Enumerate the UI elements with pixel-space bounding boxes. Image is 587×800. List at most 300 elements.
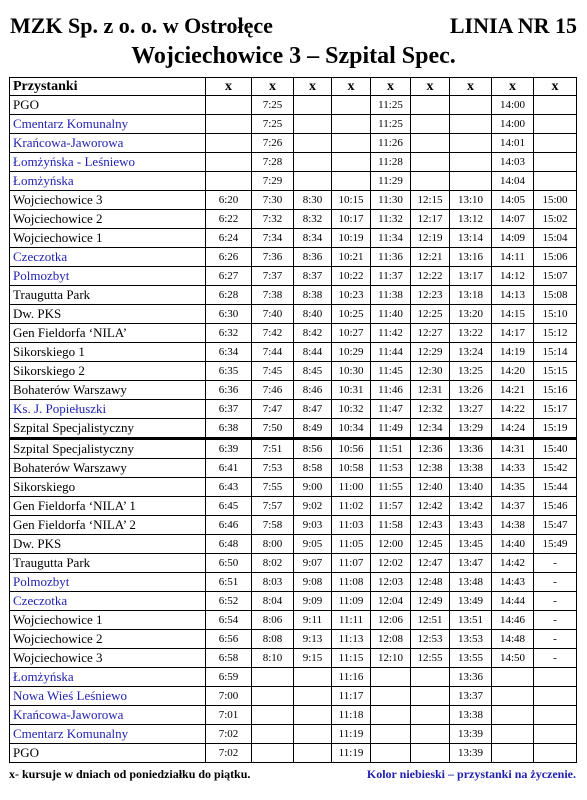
departure-time: 11:32 bbox=[371, 210, 411, 229]
stop-name: Traugutta Park bbox=[10, 554, 206, 573]
stop-name: Sikorskiego 1 bbox=[10, 343, 206, 362]
departure-time: 14:40 bbox=[492, 535, 534, 554]
departure-time: 12:45 bbox=[411, 535, 450, 554]
table-row bbox=[10, 286, 577, 305]
departure-time bbox=[411, 172, 450, 191]
departure-time: 6:59 bbox=[206, 668, 252, 687]
departure-time: 14:46 bbox=[492, 611, 534, 630]
timetable-body bbox=[10, 96, 577, 763]
departure-time: 13:39 bbox=[450, 725, 492, 744]
departure-time: 15:07 bbox=[534, 267, 577, 286]
stop-name: Krańcowa-Jaworowa bbox=[10, 706, 206, 725]
stop-name: Wojciechowice 2 bbox=[10, 210, 206, 229]
departure-time: 7:46 bbox=[252, 381, 294, 400]
departure-time: 13:38 bbox=[450, 459, 492, 478]
departure-time: 10:19 bbox=[332, 229, 371, 248]
departure-time: 8:45 bbox=[294, 362, 332, 381]
departure-time: 13:38 bbox=[450, 706, 492, 725]
departure-time: 9:15 bbox=[294, 649, 332, 668]
departure-time: 12:34 bbox=[411, 419, 450, 439]
departure-time: 11:13 bbox=[332, 630, 371, 649]
table-row bbox=[10, 153, 577, 172]
departure-time: 11:58 bbox=[371, 516, 411, 535]
table-row bbox=[10, 535, 577, 554]
course-column-header: x bbox=[332, 78, 371, 96]
departure-time bbox=[450, 172, 492, 191]
departure-time bbox=[294, 115, 332, 134]
departure-time bbox=[411, 687, 450, 706]
departure-time: 7:47 bbox=[252, 400, 294, 419]
departure-time: 14:22 bbox=[492, 400, 534, 419]
departure-time: 12:29 bbox=[411, 343, 450, 362]
departure-time bbox=[371, 706, 411, 725]
departure-time: 12:47 bbox=[411, 554, 450, 573]
departure-time: 7:29 bbox=[252, 172, 294, 191]
departure-time bbox=[411, 153, 450, 172]
table-row bbox=[10, 267, 577, 286]
departure-time: 12:38 bbox=[411, 459, 450, 478]
departure-time: 11:36 bbox=[371, 248, 411, 267]
departure-time: 13:55 bbox=[450, 649, 492, 668]
timetable bbox=[9, 77, 577, 763]
departure-time: 11:42 bbox=[371, 324, 411, 343]
table-row bbox=[10, 744, 577, 763]
departure-time: 13:40 bbox=[450, 478, 492, 497]
departure-time bbox=[492, 687, 534, 706]
departure-time: 13:36 bbox=[450, 668, 492, 687]
departure-time: 6:36 bbox=[206, 381, 252, 400]
departure-time: 6:37 bbox=[206, 400, 252, 419]
departure-time: 12:06 bbox=[371, 611, 411, 630]
table-row bbox=[10, 554, 577, 573]
course-column-header: x bbox=[252, 78, 294, 96]
departure-time bbox=[294, 134, 332, 153]
departure-time: 12:42 bbox=[411, 497, 450, 516]
departure-time: 13:25 bbox=[450, 362, 492, 381]
stop-name: Wojciechowice 1 bbox=[10, 611, 206, 630]
departure-time bbox=[252, 706, 294, 725]
departure-time bbox=[492, 668, 534, 687]
departure-time: - bbox=[534, 649, 577, 668]
departure-time: 12:10 bbox=[371, 649, 411, 668]
departure-time: 15:47 bbox=[534, 516, 577, 535]
departure-time: 14:01 bbox=[492, 134, 534, 153]
departure-time: 9:05 bbox=[294, 535, 332, 554]
departure-time: 13:48 bbox=[450, 573, 492, 592]
departure-time: 12:36 bbox=[411, 439, 450, 459]
departure-time bbox=[252, 687, 294, 706]
departure-time: 11:19 bbox=[332, 744, 371, 763]
departure-time bbox=[534, 668, 577, 687]
departure-time: 11:25 bbox=[371, 96, 411, 115]
departure-time: - bbox=[534, 630, 577, 649]
departure-time: 10:58 bbox=[332, 459, 371, 478]
departure-time: 14:48 bbox=[492, 630, 534, 649]
departure-time: - bbox=[534, 554, 577, 573]
departure-time bbox=[450, 153, 492, 172]
stop-name: Bohaterów Warszawy bbox=[10, 381, 206, 400]
departure-time: 6:45 bbox=[206, 497, 252, 516]
departure-time: 13:18 bbox=[450, 286, 492, 305]
table-row bbox=[10, 649, 577, 668]
departure-time bbox=[294, 687, 332, 706]
stop-name: Łomżyńska bbox=[10, 668, 206, 687]
departure-time: 8:32 bbox=[294, 210, 332, 229]
departure-time: 12:27 bbox=[411, 324, 450, 343]
departure-time: 8:38 bbox=[294, 286, 332, 305]
table-row bbox=[10, 343, 577, 362]
stop-name: PGO bbox=[10, 744, 206, 763]
departure-time: 14:07 bbox=[492, 210, 534, 229]
departure-time: 14:24 bbox=[492, 419, 534, 439]
stop-name: Łomżyńska - Leśniewo bbox=[10, 153, 206, 172]
departure-time bbox=[534, 115, 577, 134]
stop-name: Polmozbyt bbox=[10, 267, 206, 286]
departure-time: 6:28 bbox=[206, 286, 252, 305]
departure-time: 13:22 bbox=[450, 324, 492, 343]
departure-time bbox=[534, 96, 577, 115]
departure-time: 15:19 bbox=[534, 419, 577, 439]
legend-on-request: Kolor niebieski – przystanki na życzenie. bbox=[366, 767, 576, 781]
departure-time: 9:13 bbox=[294, 630, 332, 649]
departure-time: 11:00 bbox=[332, 478, 371, 497]
departure-time: 15:10 bbox=[534, 305, 577, 324]
departure-time bbox=[411, 115, 450, 134]
departure-time: 8:10 bbox=[252, 649, 294, 668]
departure-time: 11:40 bbox=[371, 305, 411, 324]
departure-time: 6:58 bbox=[206, 649, 252, 668]
stop-name: Czeczotka bbox=[10, 592, 206, 611]
departure-time bbox=[294, 172, 332, 191]
departure-time: 12:48 bbox=[411, 573, 450, 592]
departure-time bbox=[206, 115, 252, 134]
departure-time: 15:12 bbox=[534, 324, 577, 343]
departure-time bbox=[206, 134, 252, 153]
departure-time: 10:56 bbox=[332, 439, 371, 459]
departure-time bbox=[294, 96, 332, 115]
departure-time: 6:48 bbox=[206, 535, 252, 554]
departure-time: 6:41 bbox=[206, 459, 252, 478]
stop-name: Ks. J. Popiełuszki bbox=[10, 400, 206, 419]
legend-weekday: x- kursuje w dniach od poniedziałku do piątku. bbox=[9, 767, 251, 781]
stops-column-header: Przystanki bbox=[10, 78, 206, 96]
departure-time: 12:02 bbox=[371, 554, 411, 573]
departure-time: 8:46 bbox=[294, 381, 332, 400]
departure-time: 7:37 bbox=[252, 267, 294, 286]
departure-time: 8:06 bbox=[252, 611, 294, 630]
timetable-header bbox=[0, 0, 587, 74]
departure-time: 11:30 bbox=[371, 191, 411, 210]
departure-time: 9:02 bbox=[294, 497, 332, 516]
departure-time: 15:08 bbox=[534, 286, 577, 305]
departure-time: 6:34 bbox=[206, 343, 252, 362]
departure-time: 14:19 bbox=[492, 343, 534, 362]
departure-time: 7:55 bbox=[252, 478, 294, 497]
departure-time: 7:01 bbox=[206, 706, 252, 725]
departure-time: 8:44 bbox=[294, 343, 332, 362]
departure-time: 8:42 bbox=[294, 324, 332, 343]
departure-time bbox=[411, 744, 450, 763]
departure-time: 7:32 bbox=[252, 210, 294, 229]
departure-time: 14:05 bbox=[492, 191, 534, 210]
departure-time: 8:34 bbox=[294, 229, 332, 248]
departure-time: 13:27 bbox=[450, 400, 492, 419]
departure-time: 13:20 bbox=[450, 305, 492, 324]
table-row bbox=[10, 362, 577, 381]
departure-time: 6:24 bbox=[206, 229, 252, 248]
table-row bbox=[10, 324, 577, 343]
table-row bbox=[10, 400, 577, 419]
stop-name: Czeczotka bbox=[10, 248, 206, 267]
table-row bbox=[10, 478, 577, 497]
departure-time: 13:16 bbox=[450, 248, 492, 267]
departure-time: 12:03 bbox=[371, 573, 411, 592]
departure-time: 6:27 bbox=[206, 267, 252, 286]
departure-time: 10:27 bbox=[332, 324, 371, 343]
departure-time bbox=[411, 96, 450, 115]
departure-time: 9:11 bbox=[294, 611, 332, 630]
departure-time: 8:40 bbox=[294, 305, 332, 324]
departure-time: 14:50 bbox=[492, 649, 534, 668]
departure-time: 11:44 bbox=[371, 343, 411, 362]
departure-time: 12:17 bbox=[411, 210, 450, 229]
departure-time: 11:26 bbox=[371, 134, 411, 153]
departure-time: 7:40 bbox=[252, 305, 294, 324]
course-column-header: x bbox=[294, 78, 332, 96]
table-row bbox=[10, 305, 577, 324]
departure-time: 14:38 bbox=[492, 516, 534, 535]
departure-time: 9:03 bbox=[294, 516, 332, 535]
departure-time: - bbox=[534, 611, 577, 630]
departure-time: 10:30 bbox=[332, 362, 371, 381]
departure-time bbox=[411, 668, 450, 687]
table-row bbox=[10, 134, 577, 153]
table-row bbox=[10, 573, 577, 592]
departure-time: 12:25 bbox=[411, 305, 450, 324]
departure-time: 11:07 bbox=[332, 554, 371, 573]
departure-time: 13:45 bbox=[450, 535, 492, 554]
departure-time: 15:02 bbox=[534, 210, 577, 229]
departure-time: 15:40 bbox=[534, 439, 577, 459]
departure-time: 14:42 bbox=[492, 554, 534, 573]
departure-time: 8:49 bbox=[294, 419, 332, 439]
departure-time: 11:05 bbox=[332, 535, 371, 554]
departure-time: 13:53 bbox=[450, 630, 492, 649]
departure-time: 15:06 bbox=[534, 248, 577, 267]
table-row bbox=[10, 497, 577, 516]
departure-time: 14:31 bbox=[492, 439, 534, 459]
departure-time: 11:15 bbox=[332, 649, 371, 668]
table-row bbox=[10, 210, 577, 229]
departure-time: 8:03 bbox=[252, 573, 294, 592]
departure-time: 6:39 bbox=[206, 439, 252, 459]
departure-time bbox=[371, 725, 411, 744]
stop-name: Wojciechowice 2 bbox=[10, 630, 206, 649]
company-name: MZK Sp. z o. o. w Ostrołęce bbox=[10, 13, 273, 38]
table-row bbox=[10, 592, 577, 611]
departure-time bbox=[371, 687, 411, 706]
departure-time: 13:10 bbox=[450, 191, 492, 210]
departure-time: 11:29 bbox=[371, 172, 411, 191]
departure-time bbox=[411, 706, 450, 725]
table-row bbox=[10, 459, 577, 478]
departure-time: 9:07 bbox=[294, 554, 332, 573]
departure-time: 7:57 bbox=[252, 497, 294, 516]
stop-name: Sikorskiego bbox=[10, 478, 206, 497]
departure-time: 14:33 bbox=[492, 459, 534, 478]
departure-time: 12:40 bbox=[411, 478, 450, 497]
departure-time: 7:36 bbox=[252, 248, 294, 267]
departure-time: 13:29 bbox=[450, 419, 492, 439]
departure-time: 15:44 bbox=[534, 478, 577, 497]
departure-time: 11:16 bbox=[332, 668, 371, 687]
departure-time: 7:28 bbox=[252, 153, 294, 172]
departure-time: 14:15 bbox=[492, 305, 534, 324]
departure-time: 7:38 bbox=[252, 286, 294, 305]
departure-time: 13:17 bbox=[450, 267, 492, 286]
table-row bbox=[10, 516, 577, 535]
departure-time: 12:51 bbox=[411, 611, 450, 630]
departure-time: 14:00 bbox=[492, 96, 534, 115]
departure-time: 14:20 bbox=[492, 362, 534, 381]
stop-name: Bohaterów Warszawy bbox=[10, 459, 206, 478]
departure-time: 15:49 bbox=[534, 535, 577, 554]
departure-time: 12:23 bbox=[411, 286, 450, 305]
departure-time: 14:03 bbox=[492, 153, 534, 172]
departure-time bbox=[206, 172, 252, 191]
table-row bbox=[10, 96, 577, 115]
departure-time bbox=[252, 744, 294, 763]
departure-time: 8:08 bbox=[252, 630, 294, 649]
departure-time: 7:53 bbox=[252, 459, 294, 478]
departure-time: 14:21 bbox=[492, 381, 534, 400]
departure-time bbox=[411, 725, 450, 744]
departure-time: 11:37 bbox=[371, 267, 411, 286]
departure-time: 6:20 bbox=[206, 191, 252, 210]
departure-time bbox=[411, 134, 450, 153]
departure-time: 6:26 bbox=[206, 248, 252, 267]
departure-time bbox=[534, 687, 577, 706]
departure-time: 6:56 bbox=[206, 630, 252, 649]
departure-time: 10:29 bbox=[332, 343, 371, 362]
timetable-header-row bbox=[10, 78, 577, 96]
departure-time: 13:42 bbox=[450, 497, 492, 516]
departure-time bbox=[371, 668, 411, 687]
departure-time: 14:11 bbox=[492, 248, 534, 267]
departure-time bbox=[332, 172, 371, 191]
departure-time: 11:18 bbox=[332, 706, 371, 725]
departure-time: 11:11 bbox=[332, 611, 371, 630]
departure-time: 12:21 bbox=[411, 248, 450, 267]
stop-name: Traugutta Park bbox=[10, 286, 206, 305]
departure-time: 13:12 bbox=[450, 210, 492, 229]
departure-time: 12:30 bbox=[411, 362, 450, 381]
departure-time: 12:19 bbox=[411, 229, 450, 248]
table-row bbox=[10, 439, 577, 459]
departure-time: 11:49 bbox=[371, 419, 411, 439]
departure-time: 13:43 bbox=[450, 516, 492, 535]
departure-time: 8:04 bbox=[252, 592, 294, 611]
departure-time: 15:14 bbox=[534, 343, 577, 362]
departure-time: 6:43 bbox=[206, 478, 252, 497]
departure-time bbox=[332, 134, 371, 153]
departure-time: 11:08 bbox=[332, 573, 371, 592]
departure-time: 14:17 bbox=[492, 324, 534, 343]
departure-time: 6:38 bbox=[206, 419, 252, 439]
departure-time: 14:13 bbox=[492, 286, 534, 305]
departure-time bbox=[450, 115, 492, 134]
table-row bbox=[10, 668, 577, 687]
departure-time bbox=[294, 744, 332, 763]
departure-time: 10:23 bbox=[332, 286, 371, 305]
table-row bbox=[10, 172, 577, 191]
table-row bbox=[10, 248, 577, 267]
table-row bbox=[10, 115, 577, 134]
departure-time bbox=[332, 96, 371, 115]
stop-name: Szpital Specjalistyczny bbox=[10, 439, 206, 459]
stop-name: Gen Fieldorfa ‘NILA’ 2 bbox=[10, 516, 206, 535]
table-row bbox=[10, 191, 577, 210]
departure-time: 15:04 bbox=[534, 229, 577, 248]
departure-time: - bbox=[534, 592, 577, 611]
departure-time: 11:25 bbox=[371, 115, 411, 134]
departure-time: 14:35 bbox=[492, 478, 534, 497]
departure-time: 11:47 bbox=[371, 400, 411, 419]
stop-name: Dw. PKS bbox=[10, 305, 206, 324]
departure-time bbox=[252, 668, 294, 687]
departure-time: 10:17 bbox=[332, 210, 371, 229]
departure-time: 14:44 bbox=[492, 592, 534, 611]
departure-time: 9:00 bbox=[294, 478, 332, 497]
departure-time: 7:25 bbox=[252, 96, 294, 115]
departure-time bbox=[534, 134, 577, 153]
departure-time: 14:00 bbox=[492, 115, 534, 134]
departure-time: 10:21 bbox=[332, 248, 371, 267]
departure-time: 13:51 bbox=[450, 611, 492, 630]
table-row bbox=[10, 381, 577, 400]
stop-name: PGO bbox=[10, 96, 206, 115]
stop-name: Cmentarz Komunalny bbox=[10, 115, 206, 134]
departure-time: 12:22 bbox=[411, 267, 450, 286]
stop-name: Wojciechowice 1 bbox=[10, 229, 206, 248]
departure-time: 13:47 bbox=[450, 554, 492, 573]
departure-time: 15:15 bbox=[534, 362, 577, 381]
departure-time bbox=[450, 96, 492, 115]
departure-time: 12:00 bbox=[371, 535, 411, 554]
departure-time: 7:30 bbox=[252, 191, 294, 210]
departure-time: 12:32 bbox=[411, 400, 450, 419]
course-column-header: x bbox=[411, 78, 450, 96]
stop-name: Gen Fieldorfa ‘NILA’ bbox=[10, 324, 206, 343]
line-number: LINIA NR 15 bbox=[449, 13, 577, 38]
departure-time: 6:30 bbox=[206, 305, 252, 324]
departure-time: 8:56 bbox=[294, 439, 332, 459]
departure-time: 6:32 bbox=[206, 324, 252, 343]
departure-time: 12:49 bbox=[411, 592, 450, 611]
departure-time: 13:39 bbox=[450, 744, 492, 763]
departure-time: 7:34 bbox=[252, 229, 294, 248]
departure-time: 7:42 bbox=[252, 324, 294, 343]
departure-time: 6:35 bbox=[206, 362, 252, 381]
departure-time: 10:15 bbox=[332, 191, 371, 210]
departure-time: 6:46 bbox=[206, 516, 252, 535]
stop-name: Sikorskiego 2 bbox=[10, 362, 206, 381]
departure-time: 11:45 bbox=[371, 362, 411, 381]
departure-time: 13:49 bbox=[450, 592, 492, 611]
departure-time: 12:31 bbox=[411, 381, 450, 400]
departure-time: 12:53 bbox=[411, 630, 450, 649]
departure-time: 11:55 bbox=[371, 478, 411, 497]
